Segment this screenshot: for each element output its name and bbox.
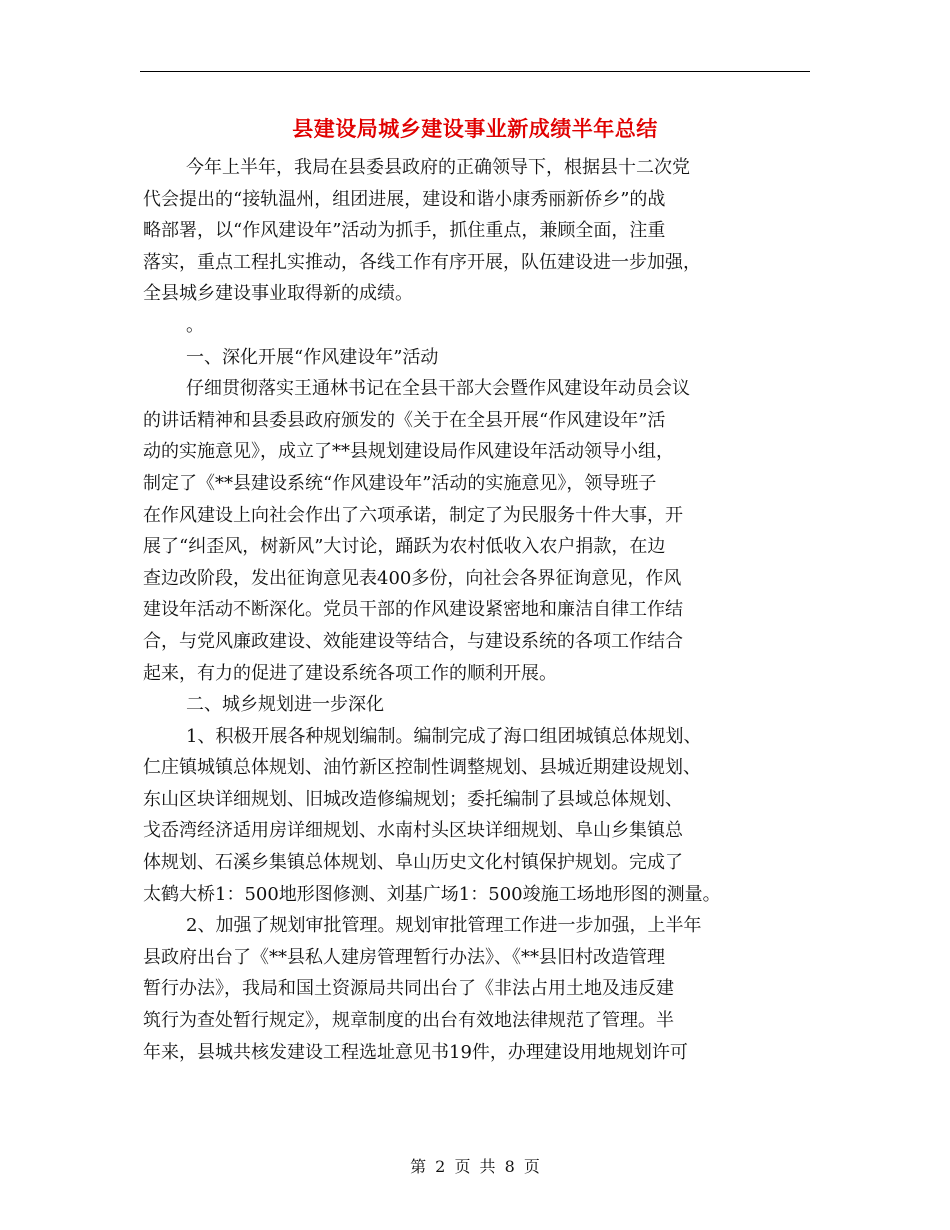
page-footer: 第 2 页 共 8 页: [410, 1157, 540, 1176]
text-line: 体规划、石溪乡集镇总体规划、阜山历史文化村镇保护规划。完成了: [143, 852, 683, 874]
text-line: 东山区块详细规划、旧城改造修编规划；委托编制了县域总体规划、: [143, 788, 683, 810]
text-line: 仁庄镇城镇总体规划、油竹新区控制性调整规划、县城近期建设规划、: [143, 757, 701, 779]
text-line: 略部署，以“作风建设年”活动为抓手，抓住重点，兼顾全面，注重: [143, 220, 666, 242]
text-line: 起来，有力的促进了建设系统各项工作的顺利开展。: [143, 662, 557, 684]
text-line: 太鹤大桥1：500地形图修测、刘基广场1：500竣施工场地形图的测量。: [143, 883, 721, 905]
text-line: 展了“纠歪风，树新风”大讨论，踊跃为农村低收入农户捐款，在边: [143, 536, 666, 558]
text-line: 1、积极开展各种规划编制。编制完成了海口组团城镇总体规划、: [186, 725, 702, 747]
text-line: 一、深化开展“作风建设年”活动: [186, 346, 439, 368]
text-line: 查边改阶段，发出征询意见表400多份，向社会各界征询意见，作风: [143, 567, 682, 589]
text-line: 2、加强了规划审批管理。规划审批管理工作进一步加强，上半年: [186, 915, 702, 937]
text-line: 筑行为查处暂行规定》，规章制度的出台有效地法律规范了管理。半: [143, 1010, 674, 1032]
text-line: 暂行办法》，我局和国土资源局共同出台了《非法占用土地及违反建: [143, 978, 674, 1000]
text-line: 动的实施意见》，成立了**县规划建设局作风建设年活动领导小组，: [143, 441, 674, 463]
document-body: [143, 152, 803, 1068]
text-line: 今年上半年，我局在县委县政府的正确领导下，根据县十二次党: [186, 157, 690, 178]
text-line: 全县城乡建设事业取得新的成绩。: [143, 283, 413, 305]
text-line: 县政府出台了《**县私人建房管理暂行办法》、《**县旧村改造管理: [143, 946, 665, 968]
text-line: 的讲话精神和县委县政府颁发的《关于在全县开展“作风建设年”活: [143, 409, 666, 431]
text-line: 年来，县城共核发建设工程选址意见书19件，办理建设用地规划许可: [143, 1041, 688, 1063]
text-line: 戈岙湾经济适用房详细规划、水南村头区块详细规划、阜山乡集镇总: [143, 820, 683, 842]
text-line: 二、城乡规划进一步深化: [186, 694, 384, 716]
text-line: 合，与党风廉政建设、效能建设等结合，与建设系统的各项工作结合: [143, 630, 683, 652]
text-line: 。: [186, 314, 204, 336]
text-line: 落实，重点工程扎实推动，各线工作有序开展，队伍建设进一步加强，: [143, 251, 701, 273]
document-title: 县建设局城乡建设事业新成绩半年总结: [292, 116, 658, 141]
text-line: 仔细贯彻落实王通林书记在全县干部大会暨作风建设年动员会议: [186, 378, 690, 400]
text-line: 制定了《**县建设系统“作风建设年”活动的实施意见》，领导班子: [143, 472, 657, 494]
text-line: 代会提出的“接轨温州，组团进展，建设和谐小康秀丽新侨乡”的战: [143, 188, 666, 210]
text-line: 在作风建设上向社会作出了六项承诺，制定了为民服务十件大事，开: [143, 504, 683, 526]
header-rule: [140, 71, 810, 72]
text-line: 建设年活动不断深化。党员干部的作风建设紧密地和廉洁自律工作结: [143, 599, 683, 621]
